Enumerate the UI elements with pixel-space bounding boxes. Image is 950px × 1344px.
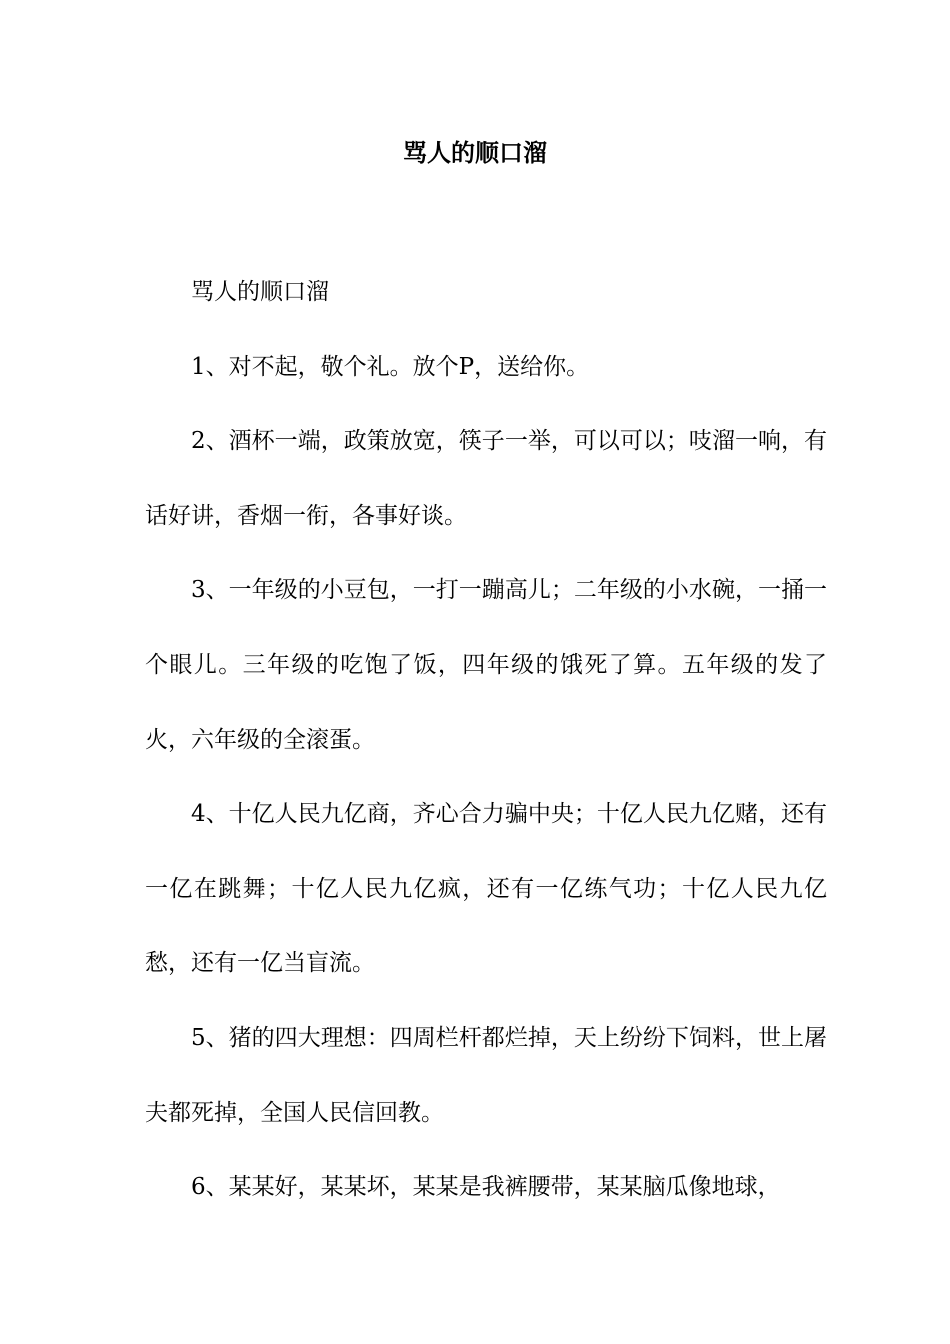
paragraph-item-6: 6、某某好，某某坏，某某是我裤腰带，某某脑瓜像地球， (191, 1174, 781, 1201)
paragraph-item-4: 4、十亿人民九亿商，齐心合力骗中央；十亿人民九亿赌，还有一亿在跳舞；十亿人民九亿疯，还有一亿练气功；十亿人民九亿愁，还有一亿当盲流。 (145, 801, 827, 977)
document-body (145, 255, 827, 1225)
paragraph-item-5: 5、猪的四大理想：四周栏杆都烂掉，天上纷纷下饲料，世上屠夫都死掉，全国人民信回教。 (145, 1024, 827, 1126)
document-title: 骂人的顺口溜 (403, 138, 547, 167)
paragraph-item-3: 3、一年级的小豆包，一打一蹦高儿；二年级的小水碗，一捅一个眼儿。三年级的吃饱了饭，四年级的饿死了算。五年级的发了火，六年级的全滚蛋。 (145, 577, 827, 753)
paragraph-item-2: 2、酒杯一端，政策放宽，筷子一举，可以可以；吱溜一响，有话好讲，香烟一衔，各事好谈。 (145, 428, 827, 529)
paragraph-item-1: 1、对不起，敬个礼。放个P，送给你。 (191, 353, 590, 380)
paragraph-subtitle: 骂人的顺口溜 (191, 279, 329, 305)
